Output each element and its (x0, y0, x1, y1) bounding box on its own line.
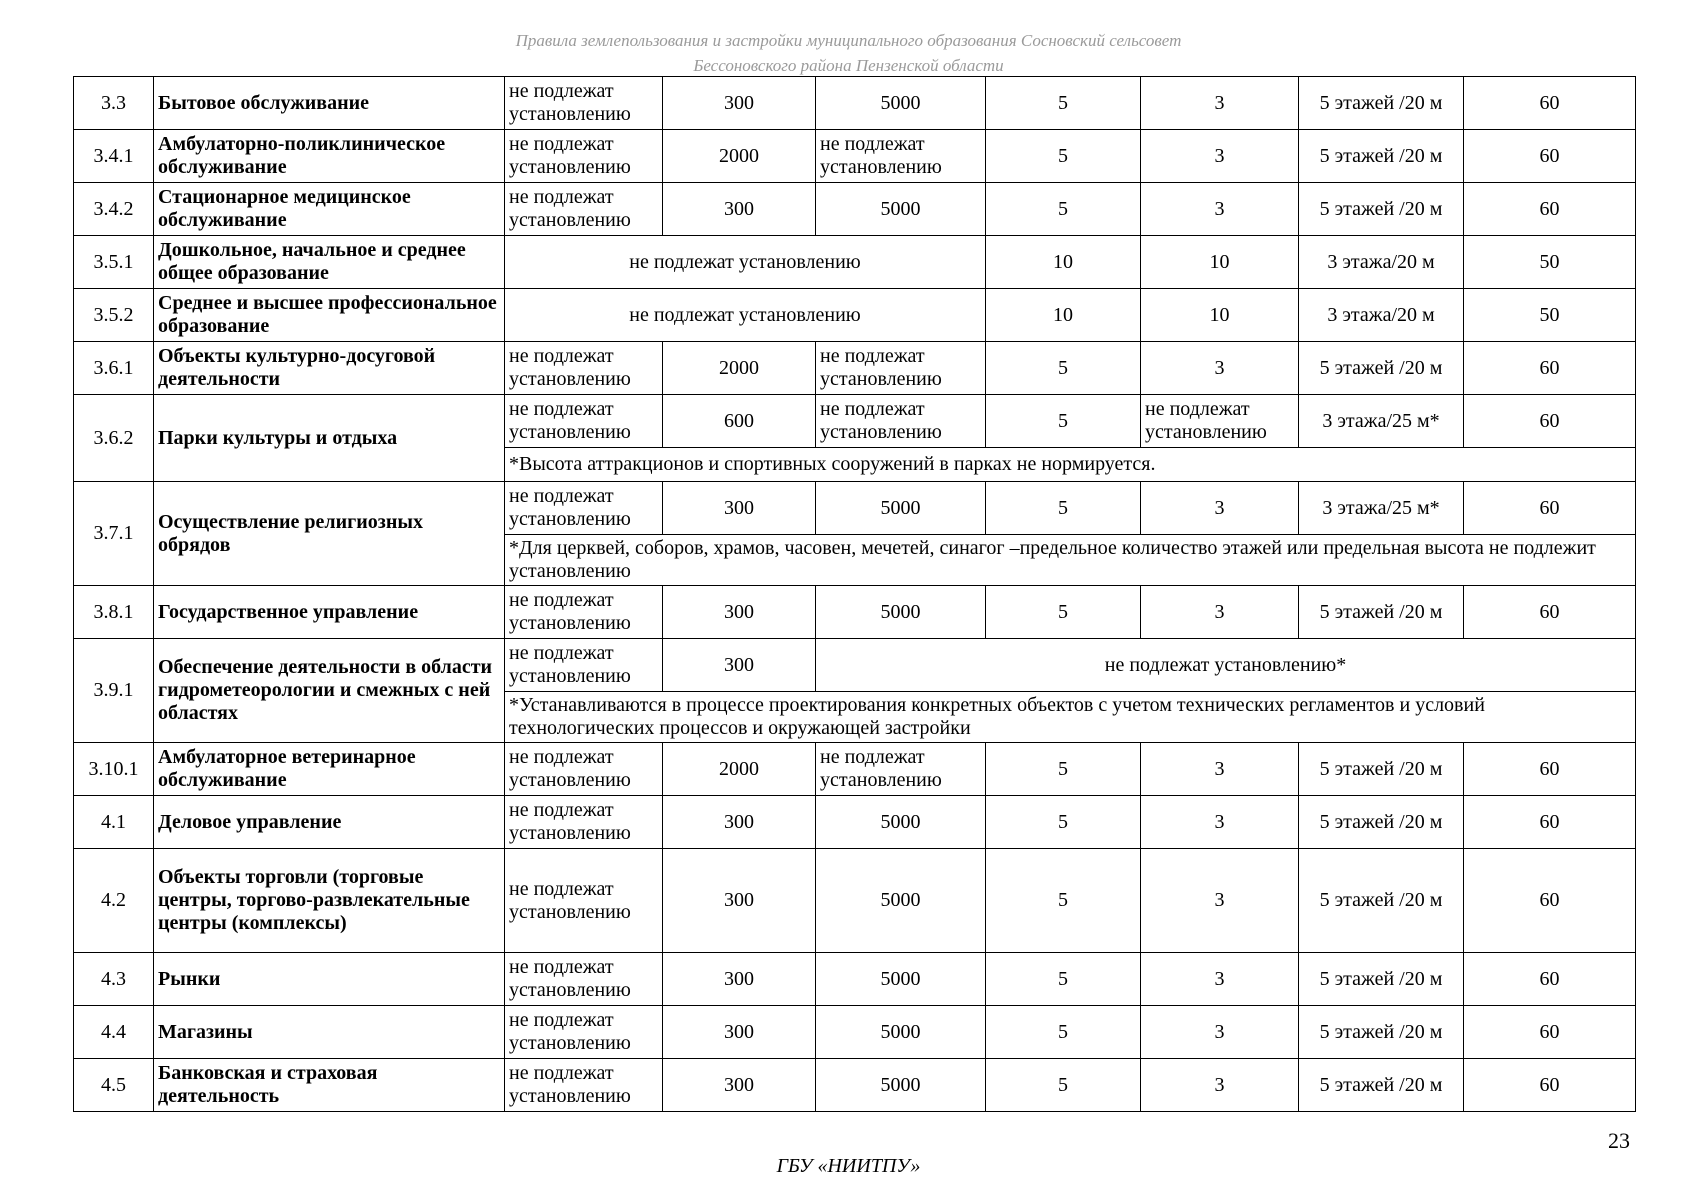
row-name: Рынки (154, 953, 505, 1006)
cell-coverage: 60 (1464, 395, 1636, 448)
table-row (74, 953, 1636, 1006)
cell-coverage: 60 (1464, 849, 1636, 953)
cell-setback-2: 3 (1141, 1059, 1299, 1112)
header-line-1: Правила землепользования и застройки муниципального образования Сосновский сельсовет (515, 31, 1182, 50)
cell-max-area: 5000 (816, 796, 986, 849)
cell-setback-1: 5 (986, 796, 1141, 849)
cell-max-area: 5000 (816, 953, 986, 1006)
header-line-2: Бессоновского района Пензенской области (693, 56, 1004, 75)
row-name: Стационарное медицинское обслуживание (154, 183, 505, 236)
cell-min-width: не подлежат установлению (505, 77, 663, 130)
row-name: Объекты культурно-досуговой деятельности (154, 342, 505, 395)
cell-max-area: не подлежат установлению (816, 130, 986, 183)
cell-min-area: 600 (663, 395, 816, 448)
cell-coverage: 60 (1464, 586, 1636, 639)
table-row (74, 743, 1636, 796)
row-name: Банковская и страховая деятельность (154, 1059, 505, 1112)
row-code: 3.8.1 (74, 586, 154, 639)
row-name: Обеспечение деятельности в области гидрометеорологии и смежных с ней областях (154, 639, 505, 743)
row-name: Среднее и высшее профессиональное образование (154, 289, 505, 342)
cell-setback-2: 10 (1141, 289, 1299, 342)
row-code: 3.7.1 (74, 482, 154, 586)
cell-max-height: 5 этажей /20 м (1299, 1006, 1464, 1059)
cell-setback-2: не подлежат установлению (1141, 395, 1299, 448)
cell-min-area: 300 (663, 77, 816, 130)
cell-min-width: не подлежат установлению (505, 849, 663, 953)
cell-min-area: 2000 (663, 130, 816, 183)
cell-max-area: не подлежат установлению (816, 743, 986, 796)
cell-setback-2: 3 (1141, 482, 1299, 535)
row-code: 3.4.2 (74, 183, 154, 236)
cell-setback-2: 10 (1141, 236, 1299, 289)
cell-min-width: не подлежат установлению (505, 639, 663, 692)
row-code: 3.5.2 (74, 289, 154, 342)
cell-setback-1: 5 (986, 482, 1141, 535)
cell-setback-1: 5 (986, 953, 1141, 1006)
cell-max-height: 5 этажей /20 м (1299, 849, 1464, 953)
cell-merged-not-set: не подлежат установлению* (816, 639, 1636, 692)
cell-min-area: 300 (663, 183, 816, 236)
cell-min-width: не подлежат установлению (505, 395, 663, 448)
cell-coverage: 60 (1464, 796, 1636, 849)
cell-setback-2: 3 (1141, 342, 1299, 395)
row-code: 3.4.1 (74, 130, 154, 183)
cell-max-height: 5 этажей /20 м (1299, 130, 1464, 183)
page-header (0, 28, 1697, 78)
row-code: 4.3 (74, 953, 154, 1006)
cell-setback-2: 3 (1141, 183, 1299, 236)
table-row (74, 586, 1636, 639)
cell-coverage: 60 (1464, 77, 1636, 130)
cell-max-height: 3 этажа/20 м (1299, 236, 1464, 289)
row-code: 4.2 (74, 849, 154, 953)
table-row (74, 342, 1636, 395)
row-code: 3.3 (74, 77, 154, 130)
cell-setback-1: 5 (986, 1059, 1141, 1112)
cell-coverage: 50 (1464, 236, 1636, 289)
cell-max-area: 5000 (816, 1059, 986, 1112)
row-name: Объекты торговли (торговые центры, торгово-развлекательные центры (комплексы) (154, 849, 505, 953)
cell-max-height: 5 этажей /20 м (1299, 1059, 1464, 1112)
cell-coverage: 60 (1464, 953, 1636, 1006)
cell-max-height: 3 этажа/25 м* (1299, 482, 1464, 535)
row-name: Деловое управление (154, 796, 505, 849)
table-row (74, 1059, 1636, 1112)
row-name: Магазины (154, 1006, 505, 1059)
cell-setback-2: 3 (1141, 130, 1299, 183)
cell-coverage: 50 (1464, 289, 1636, 342)
cell-min-area: 300 (663, 953, 816, 1006)
row-code: 3.10.1 (74, 743, 154, 796)
cell-coverage: 60 (1464, 342, 1636, 395)
cell-min-width: не подлежат установлению (505, 1006, 663, 1059)
row-note: *Высота аттракционов и спортивных сооружений в парках не нормируется. (505, 448, 1636, 482)
cell-max-area: 5000 (816, 77, 986, 130)
row-code: 3.6.1 (74, 342, 154, 395)
cell-max-height: 5 этажей /20 м (1299, 586, 1464, 639)
cell-min-width: не подлежат установлению (505, 953, 663, 1006)
cell-coverage: 60 (1464, 743, 1636, 796)
row-code: 4.1 (74, 796, 154, 849)
cell-max-height: 3 этажа/25 м* (1299, 395, 1464, 448)
cell-max-area: 5000 (816, 482, 986, 535)
cell-coverage: 60 (1464, 1006, 1636, 1059)
cell-setback-1: 5 (986, 849, 1141, 953)
table-row (74, 796, 1636, 849)
cell-setback-2: 3 (1141, 743, 1299, 796)
cell-min-area: 300 (663, 639, 816, 692)
row-name: Государственное управление (154, 586, 505, 639)
row-code: 3.9.1 (74, 639, 154, 743)
cell-max-area: 5000 (816, 1006, 986, 1059)
cell-max-height: 5 этажей /20 м (1299, 183, 1464, 236)
cell-max-height: 3 этажа/20 м (1299, 289, 1464, 342)
table-row (74, 849, 1636, 953)
cell-max-height: 5 этажей /20 м (1299, 342, 1464, 395)
row-note: *Устанавливаются в процессе проектирования конкретных объектов с учетом технических регламентов и условий технологических процессов и окружающей застройки (505, 692, 1636, 743)
table-row (74, 482, 1636, 535)
cell-min-area: 2000 (663, 743, 816, 796)
cell-min-width: не подлежат установлению (505, 342, 663, 395)
cell-setback-1: 10 (986, 236, 1141, 289)
cell-min-width: не подлежат установлению (505, 130, 663, 183)
cell-min-width: не подлежат установлению (505, 1059, 663, 1112)
cell-max-height: 5 этажей /20 м (1299, 77, 1464, 130)
row-name: Бытовое обслуживание (154, 77, 505, 130)
table-row (74, 130, 1636, 183)
page-footer: ГБУ «НИИТПУ» (776, 1155, 921, 1177)
page-number: 23 (1608, 1128, 1630, 1153)
cell-coverage: 60 (1464, 130, 1636, 183)
cell-max-height: 5 этажей /20 м (1299, 796, 1464, 849)
row-code: 4.4 (74, 1006, 154, 1059)
cell-max-area: не подлежат установлению (816, 395, 986, 448)
cell-merged-not-set: не подлежат установлению (505, 236, 986, 289)
cell-min-area: 300 (663, 1059, 816, 1112)
row-name: Амбулаторно-поликлиническое обслуживание (154, 130, 505, 183)
table-row (74, 395, 1636, 448)
row-code: 3.6.2 (74, 395, 154, 482)
cell-setback-1: 5 (986, 342, 1141, 395)
row-name: Парки культуры и отдыха (154, 395, 505, 482)
cell-coverage: 60 (1464, 183, 1636, 236)
cell-coverage: 60 (1464, 1059, 1636, 1112)
cell-max-area: 5000 (816, 183, 986, 236)
cell-max-area: 5000 (816, 849, 986, 953)
cell-min-width: не подлежат установлению (505, 482, 663, 535)
cell-setback-1: 5 (986, 183, 1141, 236)
cell-setback-2: 3 (1141, 77, 1299, 130)
cell-setback-2: 3 (1141, 953, 1299, 1006)
row-name: Амбулаторное ветеринарное обслуживание (154, 743, 505, 796)
row-name: Дошкольное, начальное и среднее общее образование (154, 236, 505, 289)
row-note: *Для церквей, соборов, храмов, часовен, мечетей, синагог –предельное количество этажей или предельная высота не подлежит установлению (505, 535, 1636, 586)
cell-setback-1: 5 (986, 395, 1141, 448)
cell-min-area: 300 (663, 796, 816, 849)
cell-min-area: 300 (663, 482, 816, 535)
cell-min-width: не подлежат установлению (505, 586, 663, 639)
cell-setback-1: 5 (986, 77, 1141, 130)
cell-setback-2: 3 (1141, 1006, 1299, 1059)
table-row (74, 77, 1636, 130)
cell-min-area: 300 (663, 1006, 816, 1059)
cell-merged-not-set: не подлежат установлению (505, 289, 986, 342)
cell-setback-1: 10 (986, 289, 1141, 342)
cell-min-width: не подлежат установлению (505, 183, 663, 236)
cell-min-area: 300 (663, 849, 816, 953)
cell-setback-1: 5 (986, 743, 1141, 796)
cell-max-area: не подлежат установлению (816, 342, 986, 395)
table-row (74, 236, 1636, 289)
cell-max-height: 5 этажей /20 м (1299, 743, 1464, 796)
cell-setback-2: 3 (1141, 586, 1299, 639)
table-row (74, 289, 1636, 342)
cell-min-width: не подлежат установлению (505, 743, 663, 796)
row-code: 3.5.1 (74, 236, 154, 289)
row-code: 4.5 (74, 1059, 154, 1112)
cell-coverage: 60 (1464, 482, 1636, 535)
cell-min-area: 300 (663, 586, 816, 639)
table-row (74, 639, 1636, 692)
table-row (74, 183, 1636, 236)
cell-setback-1: 5 (986, 1006, 1141, 1059)
regulations-table (73, 76, 1636, 1112)
cell-max-height: 5 этажей /20 м (1299, 953, 1464, 1006)
row-name: Осуществление религиозных обрядов (154, 482, 505, 586)
cell-setback-1: 5 (986, 130, 1141, 183)
cell-setback-1: 5 (986, 586, 1141, 639)
cell-setback-2: 3 (1141, 849, 1299, 953)
cell-min-area: 2000 (663, 342, 816, 395)
table-row (74, 1006, 1636, 1059)
cell-max-area: 5000 (816, 586, 986, 639)
cell-setback-2: 3 (1141, 796, 1299, 849)
cell-min-width: не подлежат установлению (505, 796, 663, 849)
